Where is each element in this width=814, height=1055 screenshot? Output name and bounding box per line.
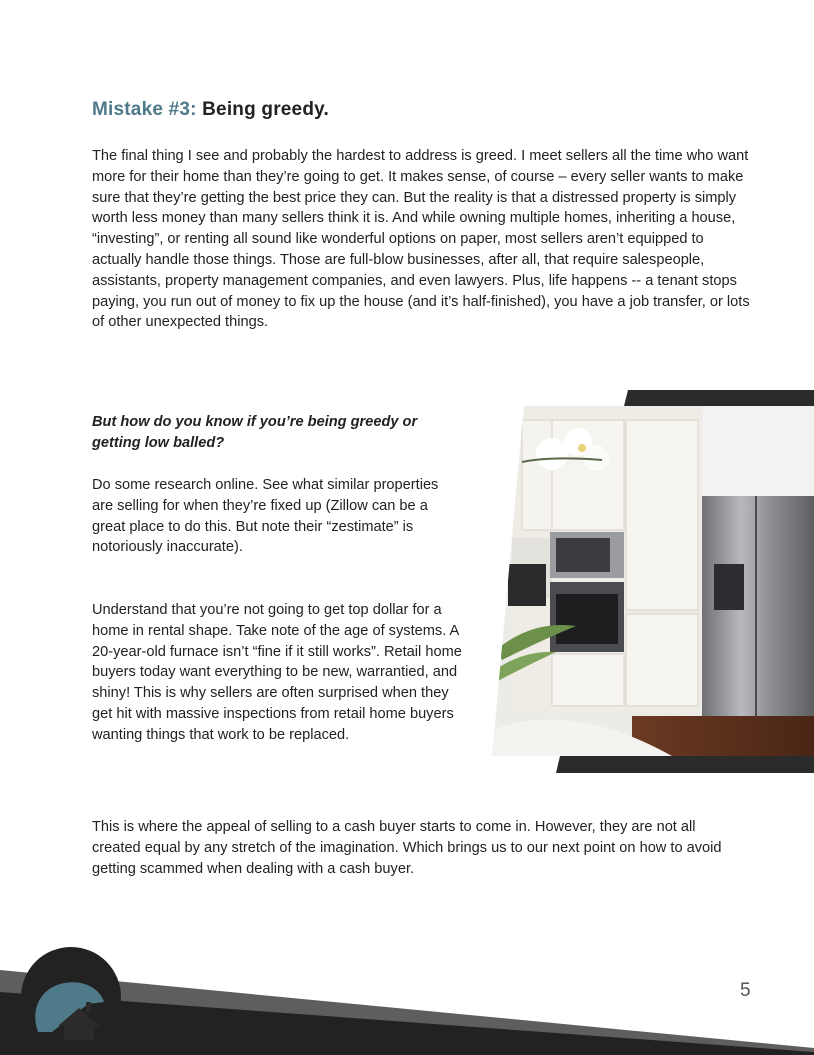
page-number: 5 <box>740 980 751 1001</box>
question-paragraph: But how do you know if you’re being greedy or getting low balled? <box>92 414 418 451</box>
photo-frame-bottom-bar <box>556 756 814 773</box>
footer-band <box>0 940 814 1055</box>
closing-paragraph: This is where the appeal of selling to a cash buyer starts to come in. However, they are not all created equal by any stretch of the imagination. Which brings us to our next point on how to avoid getting scammed when dealing with a cash buyer. <box>92 819 722 877</box>
photo-frame-top-bar <box>624 390 814 406</box>
understand-paragraph: Understand that you’re not going to get top dollar for a home in rental shape. Take note of the age of systems. A 20-year-old furnace isn’t “fine if it still works”. Retail home buyers today want everything to be new, warrantied, and shiny! This is why sellers are often surprised when they get hit with massive inspections from retail home buyers wanting things that work to be replaced. <box>92 602 462 743</box>
mistake-number: Mistake #3: <box>92 99 197 120</box>
mistake-title: Being greedy. <box>202 99 329 120</box>
section-heading <box>92 99 329 121</box>
intro-paragraph: The final thing I see and probably the hardest to address is greed. I meet sellers all the time who want more for their home than they’re going to get. It makes sense, of course – every seller wants to make sure that they’re getting the best price they can. But the reality is that a distressed property is simply worth less money than many sellers think it is. And while owning multiple homes, inheriting a house, “investing”, or renting all sound like wonderful options on paper, most sellers aren’t equipped to actually handle those things. Those are full-blow businesses, after all, that require salespeople, assistants, property management companies, and even lawyers. Plus, life happens -- a tenant stops paying, you run out of money to fix up the house (and it’s half-finished), you have a job transfer, or lots of other unexpected things. <box>92 148 750 331</box>
kitchen-photo <box>492 390 814 774</box>
research-paragraph: Do some research online. See what similar properties are selling for when they’re fixed up (Zillow can be a great place to do this. But note their “zestimate” is notoriously inaccurate). <box>92 477 439 556</box>
footer-dark-band <box>0 992 814 1055</box>
